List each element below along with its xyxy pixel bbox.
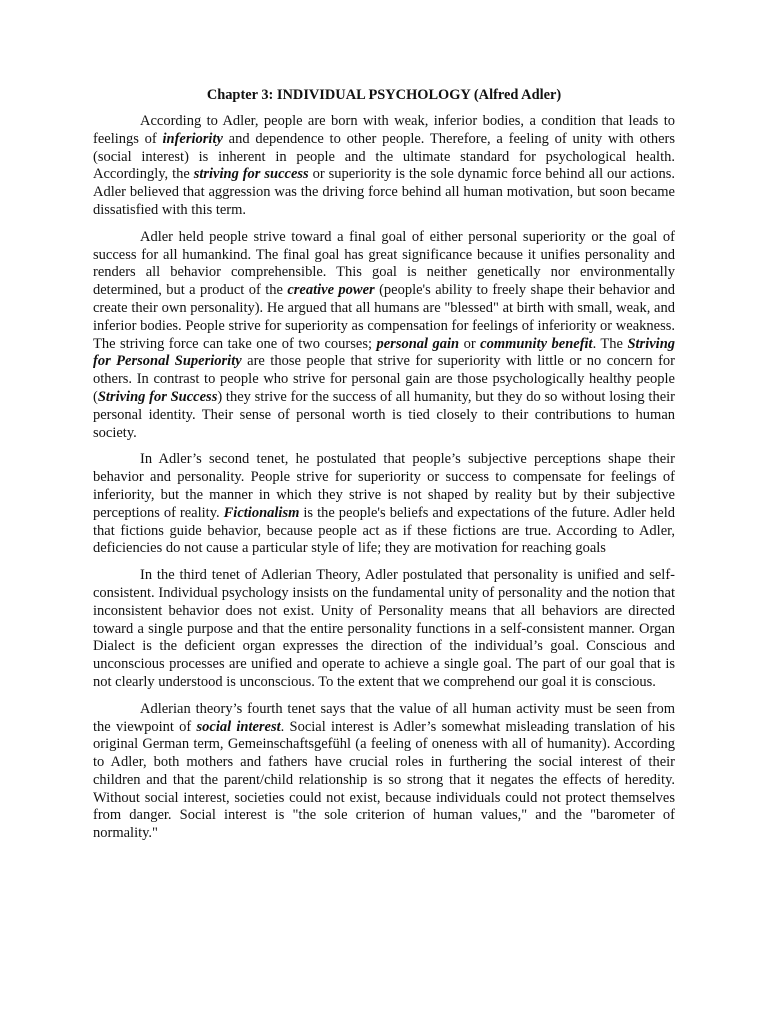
- paragraph-text: and dependence to other people. Therefore, a feeling of unity with others (social interest) is inherent in people and the ultimate standard for psychological health. Accordingly, the: [93, 130, 675, 183]
- paragraph-text: or: [459, 335, 481, 352]
- paragraph-text: . Social interest is Adler’s somewhat misleading translation of his original German term, Gemeinschaftsgefühl (a feeling of oneness with all of humanity). According to Adler, both mothers and fathers have crucial roles in furthering the social interest of their children and that the parent/child relationship is so strong that it negates the effects of heredity. Without social interest, societies could not exist, because individuals could not protect themselves from danger. Social interest is "the sole criterion of human values," and the "barometer of normality.": [93, 718, 675, 842]
- paragraph-text: Adler held people strive toward a final goal of either personal superiority or the goal of success for all humankind. The final goal has great significance because it unifies personality and renders all behavior comprehensible. This goal is neither genetically nor environmentally determined, but a product of the: [93, 228, 675, 299]
- paragraph-text: . The: [592, 335, 628, 352]
- term-community-benefit: community benefit: [480, 335, 593, 352]
- paragraph-5: [93, 701, 675, 843]
- term-creative-power: creative power: [287, 282, 375, 299]
- term-inferiority: inferiority: [162, 130, 223, 147]
- paragraph-text: Adlerian theory’s fourth tenet says that the value of all human activity must be seen from the viewpoint of: [93, 700, 675, 735]
- paragraph-text: According to Adler, people are born with weak, inferior bodies, a condition that leads to feelings of: [93, 113, 675, 147]
- term-striving-for-success: Striving for Success: [97, 388, 218, 405]
- paragraph-text: In the third tenet of Adlerian Theory, Adler postulated that personality is unified and self-consistent. Individual psychology insists on the fundamental unity of personality and the notion that inconsistent behavior does not exist. Unity of Personality means that all behaviors are directed toward a single purpose and that the entire personality functions in a self-consistent manner. Organ Dialect is the deficient organ expresses the direction of the individual’s goal. Conscious and unconscious processes are unified and operate to achieve a single goal. The part of our goal that is not clearly understood is unconscious. To the extent that we comprehend our goal it is conscious.: [93, 567, 675, 690]
- paragraph-text: are those people that strive for superiority with little or no concern for others. In contrast to people who strive for personal gain are those psychologically healthy people (: [93, 353, 676, 405]
- term-striving-for-personal-superiority: Striving for Personal Superiority: [93, 335, 676, 370]
- paragraph-text: ) they strive for the success of all humanity, but they do so without losing their personal identity. Their sense of personal worth is tied closely to their contributions to human society.: [93, 388, 675, 441]
- paragraph-text: or superiority is the sole dynamic force behind all our actions. Adler believed that aggression was the driving force behind all human motivation, but soon became dissatisfied with this term.: [93, 166, 675, 218]
- term-striving-for-success: striving for success: [193, 166, 309, 183]
- paragraph-2: [93, 229, 675, 443]
- paragraph-text: is the people's beliefs and expectations of the future. Adler held that fictions guide behavior, because people act as if these fictions are true. According to Adler, deficiencies do not cause a particular style of life; they are motivation for reaching goals: [93, 504, 675, 557]
- document-page: [93, 87, 675, 852]
- term-fictionalism: Fictionalism: [223, 504, 300, 521]
- term-personal-gain: personal gain: [376, 335, 460, 352]
- paragraph-3: [93, 451, 675, 558]
- chapter-title: Chapter 3: INDIVIDUAL PSYCHOLOGY (Alfred Adler): [206, 87, 562, 103]
- paragraph-1: [93, 113, 675, 220]
- paragraph-text: (people's ability to freely shape their behavior and create their own personality). He argued that all humans are "blessed" at birth with small, weak, and inferior bodies. People strive for superiority as compensation for feelings of inferiority or weakness. The striving force can take one of two courses;: [93, 282, 676, 352]
- paragraph-text: In Adler’s second tenet, he postulated that people’s subjective perceptions shape their behavior and personality. People strive for superiority or success to compensate for feelings of inferiority, but the manner in which they strive is not shaped by reality but by their subjective perceptions of reality.: [93, 451, 675, 521]
- paragraph-4: [93, 567, 675, 692]
- term-social-interest: social interest: [196, 718, 281, 735]
